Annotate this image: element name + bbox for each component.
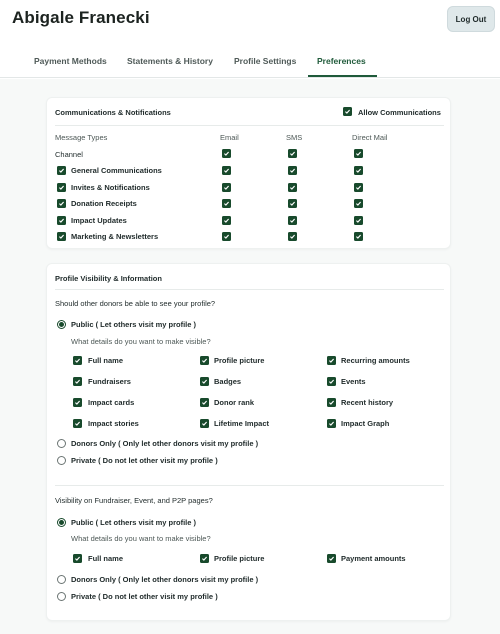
visibility-option-label: Public ( Let others visit my profile ) [71,320,197,329]
detail-checkbox[interactable] [200,377,209,386]
direct-mail-checkbox[interactable] [354,183,363,192]
email-checkbox[interactable] [222,232,231,241]
page-visibility-donors-only-radio[interactable] [57,575,66,584]
impact-updates-checkbox[interactable] [57,216,66,225]
card-divider [55,289,444,290]
tab-payment-methods[interactable]: Payment Methods [34,56,107,66]
email-checkbox[interactable] [222,199,231,208]
detail-label: Impact Graph [341,419,390,428]
page-detail-label: Profile picture [214,554,265,563]
marketing-newsletters-checkbox[interactable] [57,232,66,241]
communications-card [46,97,451,249]
detail-label: Fundraisers [88,377,131,386]
detail-checkbox[interactable] [327,356,336,365]
page-header [0,0,500,42]
column-email: Email [220,133,239,142]
message-type-label: General Communications [71,166,162,175]
tab-statements-history[interactable]: Statements & History [127,56,213,66]
page-detail-label: Full name [88,554,124,563]
logout-button[interactable]: Log Out [447,6,495,32]
column-direct-mail: Direct Mail [352,133,388,142]
details-question: What details do you want to make visible? [71,337,211,346]
detail-checkbox[interactable] [73,419,82,428]
detail-label: Events [341,377,366,386]
page-visibility-question: Visibility on Fundraiser, Event, and P2P pages? [55,496,213,505]
page-visibility-option-label: Public ( Let others visit my profile ) [71,518,197,527]
detail-label: Impact cards [88,398,135,407]
channel-email-checkbox[interactable] [222,149,231,158]
detail-checkbox[interactable] [327,398,336,407]
email-checkbox[interactable] [222,166,231,175]
page-visibility-option-label: Donors Only ( Only let other donors visit my profile ) [71,575,259,584]
visibility-option-label: Private ( Do not let other visit my profile ) [71,456,218,465]
detail-checkbox[interactable] [327,419,336,428]
settings-tabs [0,44,500,78]
detail-label: Full name [88,356,124,365]
sms-checkbox[interactable] [288,166,297,175]
sms-checkbox[interactable] [288,199,297,208]
general-communications-checkbox[interactable] [57,166,66,175]
page-visibility-private-radio[interactable] [57,592,66,601]
email-checkbox[interactable] [222,216,231,225]
column-sms: SMS [286,133,303,142]
detail-label: Recurring amounts [341,356,410,365]
user-name: Abigale Franecki [12,8,150,27]
page-visibility-option-label: Private ( Do not let other visit my profile ) [71,592,218,601]
detail-checkbox[interactable] [327,377,336,386]
communications-title: Communications & Notifications [55,108,171,117]
detail-label: Badges [214,377,242,386]
message-type-label: Invites & Notifications [71,183,150,192]
detail-label: Recent history [341,398,394,407]
detail-label: Lifetime Impact [214,419,270,428]
detail-label: Impact stories [88,419,139,428]
message-type-label: Marketing & Newsletters [71,232,159,241]
donation-receipts-checkbox[interactable] [57,199,66,208]
detail-checkbox[interactable] [73,398,82,407]
detail-label: Profile picture [214,356,265,365]
profile-visibility-question: Should other donors be able to see your profile? [55,299,216,308]
direct-mail-checkbox[interactable] [354,199,363,208]
visibility-donors-only-radio[interactable] [57,439,66,448]
visibility-private-radio[interactable] [57,456,66,465]
page-detail-label: Payment amounts [341,554,406,563]
section-divider [55,485,444,486]
message-type-label: Donation Receipts [71,199,137,208]
tab-profile-settings[interactable]: Profile Settings [234,56,297,66]
channel-direct-mail-checkbox[interactable] [354,149,363,158]
detail-checkbox[interactable] [200,419,209,428]
detail-checkbox[interactable] [73,356,82,365]
channel-label: Channel [55,150,83,159]
detail-checkbox[interactable] [200,398,209,407]
message-type-label: Impact Updates [71,216,127,225]
page-detail-checkbox[interactable] [200,554,209,563]
detail-label: Donor rank [214,398,255,407]
email-checkbox[interactable] [222,183,231,192]
page-visibility-public-radio[interactable] [57,518,66,527]
detail-checkbox[interactable] [73,377,82,386]
tab-preferences[interactable]: Preferences [317,56,366,66]
allow-communications-label: Allow Communications [358,108,441,117]
invites-notifications-checkbox[interactable] [57,183,66,192]
sms-checkbox[interactable] [288,183,297,192]
direct-mail-checkbox[interactable] [354,216,363,225]
visibility-option-label: Donors Only ( Only let other donors visit my profile ) [71,439,259,448]
page-detail-checkbox[interactable] [73,554,82,563]
direct-mail-checkbox[interactable] [354,166,363,175]
page-details-question: What details do you want to make visible? [71,534,211,543]
active-tab-indicator [308,75,377,77]
sms-checkbox[interactable] [288,232,297,241]
direct-mail-checkbox[interactable] [354,232,363,241]
card-divider [55,125,444,126]
allow-communications-checkbox[interactable] [343,107,352,116]
detail-checkbox[interactable] [200,356,209,365]
page-detail-checkbox[interactable] [327,554,336,563]
sms-checkbox[interactable] [288,216,297,225]
profile-visibility-card [46,263,451,621]
visibility-public-radio[interactable] [57,320,66,329]
channel-sms-checkbox[interactable] [288,149,297,158]
profile-visibility-title: Profile Visibility & Information [55,274,162,283]
message-types-header: Message Types [55,133,108,142]
